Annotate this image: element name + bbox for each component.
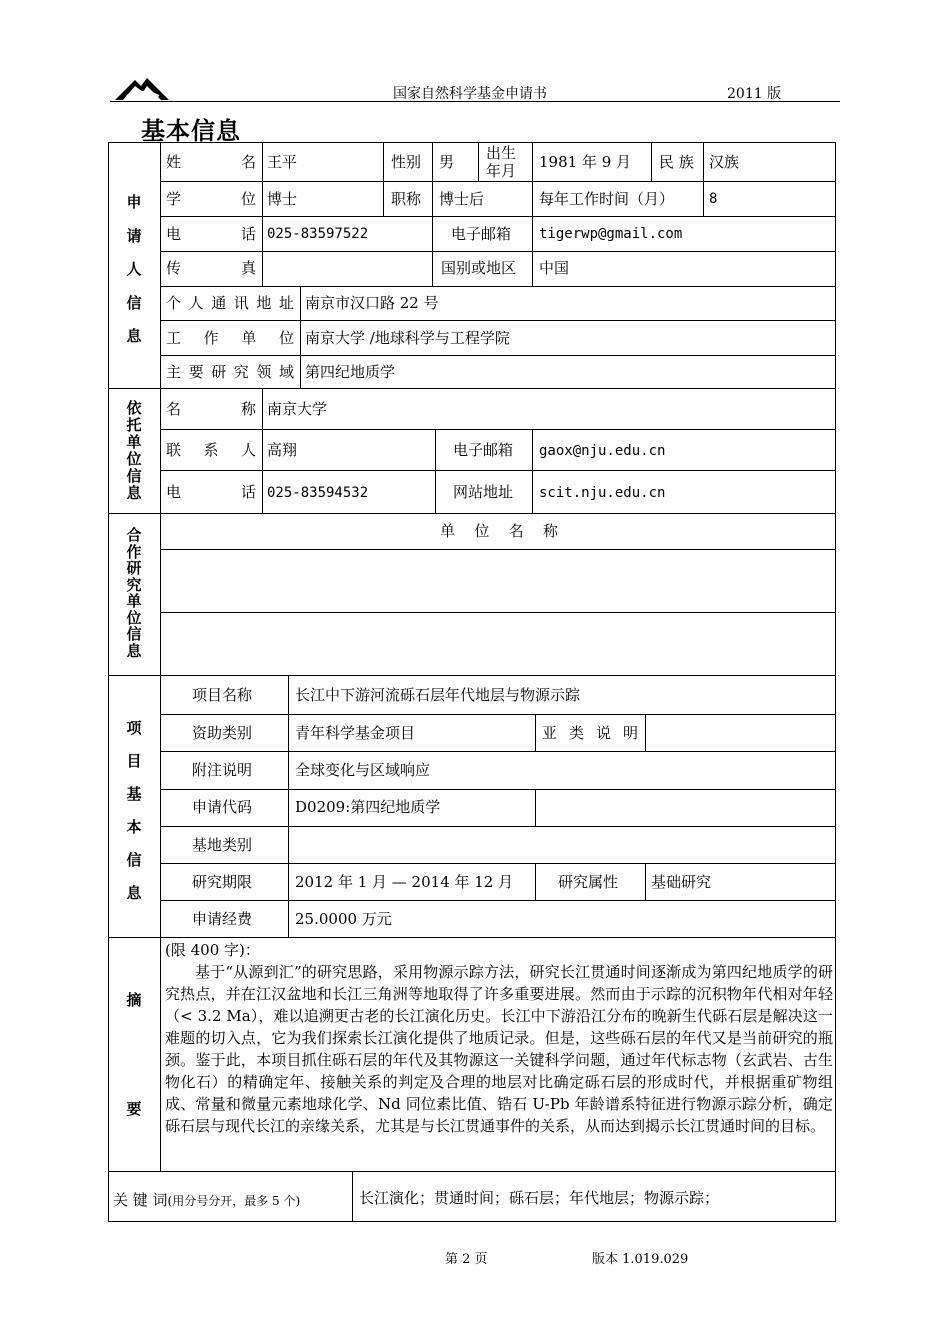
- project-note: 全球变化与区域响应: [295, 761, 431, 779]
- header-version: 2011 版: [727, 86, 782, 102]
- footer-page: 第 2 页: [445, 1252, 488, 1267]
- host-email: gaox@nju.edu.cn: [539, 443, 666, 459]
- host-side-label: 依 托 单 位 信 息: [126, 399, 142, 502]
- partner-side-label: 合 作 研 究 单 位 信 息: [126, 526, 142, 660]
- applicant-side-label: 申 请 人 信 息: [126, 193, 142, 345]
- project-side-label: 项 目 基 本 信 息: [126, 719, 142, 902]
- project-funding: 青年科学基金项目: [295, 724, 416, 742]
- host-name-label: 名 称: [166, 400, 256, 418]
- host-site: scit.nju.edu.cn: [539, 485, 666, 501]
- project-period: 2012 年 1 月 — 2014 年 12 月: [295, 873, 514, 891]
- budget-label: 申请经费: [192, 910, 253, 928]
- applicant-worktime: 8: [709, 191, 718, 207]
- employer-label: 工 作 单 位: [166, 329, 294, 347]
- field-label: 主 要 研 究 领 域: [166, 363, 294, 381]
- applicant-phone: 025-83597522: [267, 226, 369, 242]
- partner-header: 单 位 名 称: [440, 522, 558, 540]
- project-name: 长江中下游河流砾石层年代地层与物源示踪: [295, 686, 581, 704]
- applicant-ethnic: 汉族: [709, 153, 740, 171]
- project-code: D0209:第四纪地质学: [295, 798, 441, 816]
- period-label: 研究期限: [192, 873, 253, 891]
- applicant-degree: 博士: [267, 190, 298, 208]
- abstract-limit: (限 400 字)：: [165, 941, 260, 959]
- abstract-side-label-top: 摘: [126, 991, 142, 1009]
- applicant-field: 第四纪地质学: [305, 363, 396, 381]
- degree-label: 学 位: [166, 190, 256, 208]
- keywords-hint: (用分号分开，最多 5 个): [167, 1194, 301, 1208]
- subtype-label: 亚 类 说 明: [542, 724, 638, 742]
- applicant-country: 中国: [539, 259, 570, 277]
- name-label: 姓 名: [166, 153, 256, 171]
- host-phone: 025-83594532: [267, 485, 369, 501]
- section-title: 基本信息: [141, 117, 241, 145]
- contact-label: 联 系 人: [166, 441, 256, 459]
- keywords-label: 关 键 词(用分号分开，最多 5 个): [113, 1191, 301, 1209]
- country-label: 国别或地区: [441, 259, 517, 277]
- label-column-rule: [160, 142, 161, 1171]
- abstract-side-label-bottom: 要: [126, 1100, 142, 1118]
- applicant-address: 南京市汉口路 22 号: [305, 294, 439, 312]
- address-label: 个 人 通 讯 地 址: [166, 294, 294, 312]
- applicant-employer: 南京大学 /地球科学与工程学院: [305, 329, 510, 347]
- header-title: 国家自然科学基金申请书: [393, 86, 547, 102]
- email-label: 电子邮箱: [451, 225, 512, 243]
- applicant-title: 博士后: [439, 190, 485, 208]
- gender-label: 性别: [391, 153, 422, 171]
- keywords-value: 长江演化；贯通时间；砾石层；年代地层；物源示踪；: [359, 1189, 720, 1207]
- note-label: 附注说明: [192, 761, 253, 779]
- base-label: 基地类别: [192, 836, 253, 854]
- nsfc-logo: [113, 72, 171, 102]
- abstract-text: 基于“从源到汇”的研究思路，采用物源示踪方法，研究长江贯通时间逐渐成为第四纪地质学的研究热点，并在江汉盆地和长江三角洲等地取得了许多重要进展。然而由于示踪的沉积物年代相对年轻（< 3.2 Ma），难以追溯更古老的长江演化历史。长江中下游沿江分布的晚新生代砾石层是解决这一难题的切入点，它为我们探索长江演化提供了地质记录。但是，这些砾石层的年代又是当前研究的瓶颈。鉴于此，本项目抓住砾石层的年代及其物源这一关键科学问题，通过年代标志物（玄武岩、古生物化石）的精确定年、接触关系的判定及合理的地层对比确定砾石层的形成时代，并根据重矿物组成、常量和微量元素地球化学、Nd 同位素比值、锆石 U-Pb 年龄谱系特征进行物源示踪分析，确定砾石层与现代长江的亲缘关系，尤其是与长江贯通事件的关系，从而达到揭示长江贯通时间的目标。: [165, 963, 833, 1135]
- applicant-name: 王平: [267, 153, 298, 171]
- site-label: 网站地址: [453, 483, 514, 501]
- host-name: 南京大学: [267, 400, 328, 418]
- applicant-gender: 男: [439, 153, 455, 171]
- attr-label: 研究属性: [558, 873, 619, 891]
- applicant-birth: 1981 年 9 月: [539, 153, 632, 171]
- title-label: 职称: [391, 190, 422, 208]
- footer-version: 版本 1.019.029: [592, 1252, 689, 1267]
- phone-label: 电 话: [166, 225, 256, 243]
- host-contact: 高翔: [267, 441, 298, 459]
- applicant-email: tigerwp@gmail.com: [539, 226, 683, 242]
- host-phone-label: 电 话: [166, 483, 256, 501]
- worktime-label: 每年工作时间（月）: [539, 190, 675, 208]
- abstract-body: [165, 939, 833, 1137]
- birth-label: 出生 年月: [486, 144, 517, 180]
- project-name-label: 项目名称: [192, 686, 253, 704]
- project-attr: 基础研究: [651, 873, 712, 891]
- host-email-label: 电子邮箱: [453, 441, 514, 459]
- ethnic-label: 民 族: [659, 153, 694, 171]
- funding-label: 资助类别: [192, 724, 253, 742]
- header-rule: [110, 101, 840, 102]
- code-label: 申请代码: [192, 798, 253, 816]
- fax-label: 传 真: [166, 259, 256, 277]
- project-budget: 25.0000 万元: [295, 910, 392, 928]
